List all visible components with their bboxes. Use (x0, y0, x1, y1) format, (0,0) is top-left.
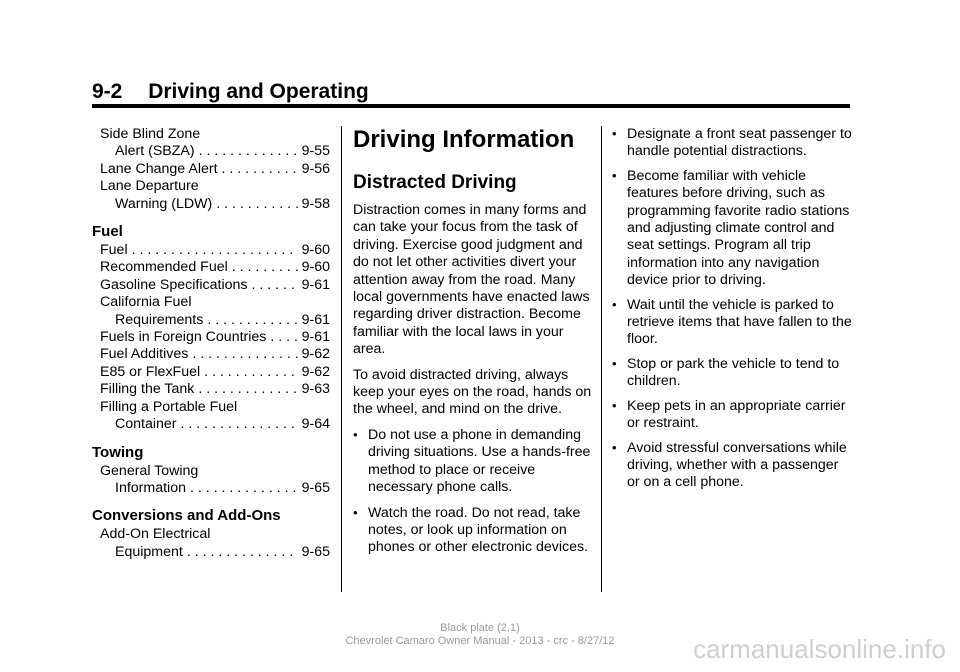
toc-entry[interactable] (100, 178, 330, 213)
toc-leader-dots (181, 416, 298, 433)
toc-entry-title: Container (115, 416, 177, 433)
toc-entry[interactable] (100, 126, 330, 161)
toc-leader-dots (198, 381, 297, 398)
toc-line (100, 294, 330, 311)
toc-line (100, 544, 330, 561)
bullet-list-middle (353, 427, 593, 557)
toc-sections (92, 223, 330, 561)
toc-page-number: 9-61 (301, 276, 330, 293)
toc-line (100, 312, 330, 329)
toc-entry-title: Lane Change Alert (100, 160, 218, 177)
toc-entry[interactable] (100, 381, 330, 398)
column-divider-left (341, 126, 342, 592)
toc-line (100, 196, 330, 213)
toc-page-number: 9-64 (301, 416, 330, 433)
toc-entry-title: E85 or FlexFuel (100, 363, 201, 380)
toc-line (100, 480, 330, 497)
toc-leader-dots (190, 480, 298, 497)
toc-line (100, 416, 330, 433)
toc-page-number: 9-61 (301, 329, 330, 346)
bullet-item: • Become familiar with vehicle features before driving, such as programming favorite radio stations and adjusting climate control and seat settings. Program all trip information into any navigation device prior to driving. (612, 168, 852, 290)
toc-entry[interactable] (100, 259, 330, 276)
article-column-right (612, 126, 852, 499)
subsection-heading: Distracted Driving (353, 172, 517, 193)
toc-line (100, 399, 330, 416)
toc-intro-list (100, 126, 330, 213)
toc-entry-title: Side Blind Zone (100, 126, 201, 142)
toc-entry[interactable] (100, 329, 330, 346)
paragraph-intro: Distraction comes in many forms and can take your focus from the task of driving. Exercise good judgment and do not let other activities divert your attention away from the road. Many local governments have enacted laws regarding driver distraction. Become familiar with the local laws in your area. (353, 202, 590, 358)
toc-section-title: Fuel (92, 223, 123, 241)
toc-entry[interactable] (100, 526, 330, 561)
toc-page-number: 9-62 (301, 346, 330, 363)
toc-leader-dots (216, 196, 297, 213)
toc-line (100, 161, 330, 178)
toc-page-number: 9-55 (301, 143, 330, 160)
toc-entry-title: Fuel (100, 242, 128, 259)
toc-entry[interactable] (100, 242, 330, 259)
toc-leader-dots (204, 364, 297, 381)
toc-entry-title: General Towing (100, 462, 199, 479)
toc-line (100, 329, 330, 346)
bullet-item: • Stop or park the vehicle to tend to children. (612, 356, 852, 391)
bullet-item: • Designate a front seat passenger to handle potential distractions. (612, 126, 852, 161)
toc-entry-title: Recommended Fuel (100, 259, 228, 276)
toc-entry[interactable] (100, 463, 330, 498)
footer-plate: Black plate (2,1) (440, 622, 520, 634)
toc-page-number: 9-58 (301, 195, 330, 212)
toc-line (100, 346, 330, 363)
bullet-list-right (612, 126, 852, 492)
toc-page-number: 9-56 (301, 160, 330, 177)
page-number: 9-2 (92, 80, 123, 103)
paragraph-avoid: To avoid distracted driving, always keep your eyes on the road, hands on the wheel, and mind on the drive. (353, 366, 592, 418)
watermark: carmanualsonline.info (693, 634, 946, 664)
toc-line (100, 381, 330, 398)
toc-page-number: 9-60 (301, 242, 330, 259)
toc-page-number: 9-63 (301, 381, 330, 398)
toc-line (100, 178, 330, 195)
toc-entry-title: Requirements (115, 311, 204, 328)
toc-entry-title: Information (115, 479, 186, 496)
toc-leader-dots (207, 312, 297, 329)
toc-leader-dots (232, 259, 298, 276)
toc-page-number: 9-65 (301, 543, 330, 560)
toc-line (100, 126, 330, 143)
toc-entry-title: Lane Departure (100, 178, 199, 195)
toc-leader-dots (270, 329, 297, 346)
toc-line (100, 463, 330, 480)
toc-entry-title: California Fuel (100, 294, 192, 311)
section-heading: Driving Information (353, 126, 575, 153)
toc-entry[interactable] (100, 346, 330, 363)
bullet-item: • Wait until the vehicle is parked to retrieve items that have fallen to the floor. (612, 297, 852, 349)
toc-entry-title: Fuels in Foreign Countries (100, 329, 267, 346)
toc-page-number: 9-60 (301, 259, 330, 276)
toc-entry-title: Fuel Additives (100, 346, 189, 363)
page-header (92, 80, 369, 104)
toc-line (100, 242, 330, 259)
bullet-item: • Keep pets in an appropriate carrier or restraint. (612, 398, 852, 433)
toc-entry[interactable] (100, 399, 330, 434)
toc-entry-title: Filling the Tank (100, 381, 195, 398)
toc-page-number: 9-65 (301, 479, 330, 496)
toc-line (100, 259, 330, 276)
toc-entry[interactable] (100, 294, 330, 329)
toc-line (100, 277, 330, 294)
toc-entry[interactable] (100, 364, 330, 381)
toc-leader-dots (187, 544, 298, 561)
toc-section-title: Conversions and Add-Ons (92, 507, 281, 525)
toc-line (100, 143, 330, 160)
toc-entry-title: Warning (LDW) (115, 195, 213, 212)
bullet-item: • Watch the road. Do not read, take notes, or look up information on phones or other electronic devices. (353, 505, 593, 557)
toc-leader-dots (199, 143, 298, 160)
toc-entry[interactable] (100, 277, 330, 294)
toc-entry-title: Add-On Electrical (100, 526, 211, 543)
header-rule (92, 104, 850, 108)
chapter-title: Driving and Operating (148, 80, 369, 103)
toc-leader-dots (222, 161, 298, 178)
column-divider-right (601, 126, 602, 592)
toc-entry-title: Filling a Portable Fuel (100, 398, 238, 415)
toc-line (100, 526, 330, 543)
article-column-middle (353, 126, 593, 565)
toc-entry-title: Equipment (115, 543, 183, 560)
bullet-item: • Avoid stressful conversations while driving, whether with a passenger or on a cell phone. (612, 440, 852, 492)
toc-leader-dots (132, 242, 298, 259)
toc-leader-dots (192, 346, 297, 363)
toc-entry-title: Gasoline Specifications (100, 276, 248, 293)
toc-section-title: Towing (92, 443, 144, 461)
toc-leader-dots (251, 277, 297, 294)
bullet-item: • Do not use a phone in demanding driving situations. Use a hands-free method to place or receive necessary phone calls. (353, 427, 593, 497)
toc-page-number: 9-61 (301, 311, 330, 328)
toc-column (92, 126, 330, 561)
footer-manual-info: Chevrolet Camaro Owner Manual - 2013 - crc - 8/27/12 (345, 635, 615, 647)
toc-line (100, 364, 330, 381)
toc-page-number: 9-62 (301, 363, 330, 380)
toc-entry-title: Alert (SBZA) (115, 143, 195, 160)
toc-entry[interactable] (100, 161, 330, 178)
